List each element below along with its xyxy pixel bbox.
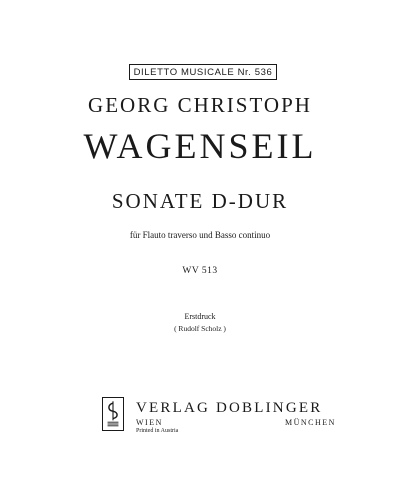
- series-label-box: [129, 64, 277, 80]
- first-print-label: Erstdruck: [184, 312, 216, 321]
- printed-in-note: Printed in Austria: [136, 428, 179, 434]
- editor-name: ( Rudolf Scholz ): [174, 324, 226, 333]
- series-label: DILETTO MUSICALE Nr. 536: [133, 66, 273, 78]
- publisher-city-munich: MÜNCHEN: [285, 418, 336, 427]
- publisher-city-vienna: WIEN: [136, 418, 163, 427]
- work-title: SONATE D-DUR: [111, 189, 289, 213]
- publisher-logo-icon: [102, 397, 124, 431]
- instrumentation: für Flauto traverso und Basso continuo: [129, 230, 271, 240]
- composer-last-name: WAGENSEIL: [83, 126, 317, 166]
- publisher-name: VERLAG DOBLINGER: [136, 400, 323, 416]
- catalog-number: WV 513: [182, 266, 218, 276]
- composer-first-names: GEORG CHRISTOPH: [88, 93, 312, 117]
